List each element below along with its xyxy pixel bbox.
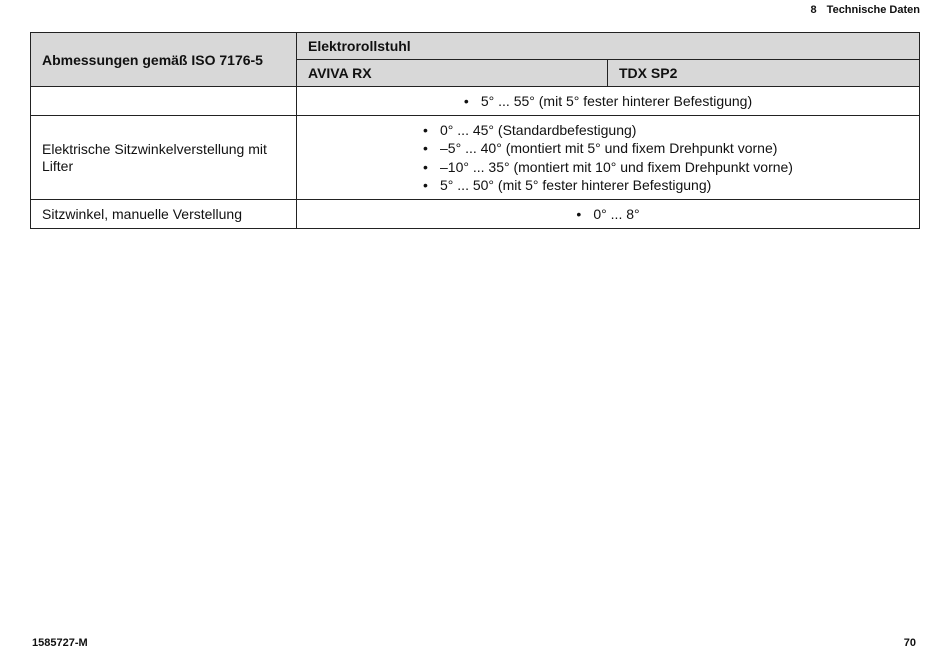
list-item: • –10° ... 35° (montiert mit 10° und fixem Drehpunkt vorne) <box>423 158 793 177</box>
list-item: • 0° ... 45° (Standardbefestigung) <box>423 121 793 140</box>
row-values <box>297 87 920 116</box>
row-label: Sitzwinkel, manuelle Verstellung <box>31 200 297 229</box>
chapter-title: Technische Daten <box>826 4 920 16</box>
spec-table <box>30 32 920 229</box>
page-number: 70 <box>903 637 916 649</box>
list-item: • –5° ... 40° (montiert mit 5° und fixem Drehpunkt vorne) <box>423 139 793 158</box>
table-header-row <box>31 33 920 60</box>
dimensions-header: Abmessungen gemäß ISO 7176-5 <box>31 33 297 87</box>
group-header: Elektrorollstuhl <box>297 33 920 60</box>
table-row <box>31 116 920 200</box>
row-label: Elektrische Sitzwinkelverstellung mit Lifter <box>31 116 297 200</box>
row-label <box>31 87 297 116</box>
table-row <box>31 200 920 229</box>
value-list <box>464 92 752 111</box>
row-values <box>297 116 920 200</box>
value-list <box>423 121 793 195</box>
chapter-number: 8 <box>810 4 817 16</box>
model-b-header: TDX SP2 <box>608 60 920 87</box>
list-item: • 5° ... 55° (mit 5° fester hinterer Befestigung) <box>464 92 752 111</box>
row-values <box>297 200 920 229</box>
document-number: 1585727-M <box>32 637 88 649</box>
list-item: • 0° ... 8° <box>576 205 639 224</box>
table-row <box>31 87 920 116</box>
value-list <box>576 205 639 224</box>
model-a-header: AVIVA RX <box>297 60 608 87</box>
list-item: • 5° ... 50° (mit 5° fester hinterer Befestigung) <box>423 176 793 195</box>
page-header <box>811 4 920 16</box>
